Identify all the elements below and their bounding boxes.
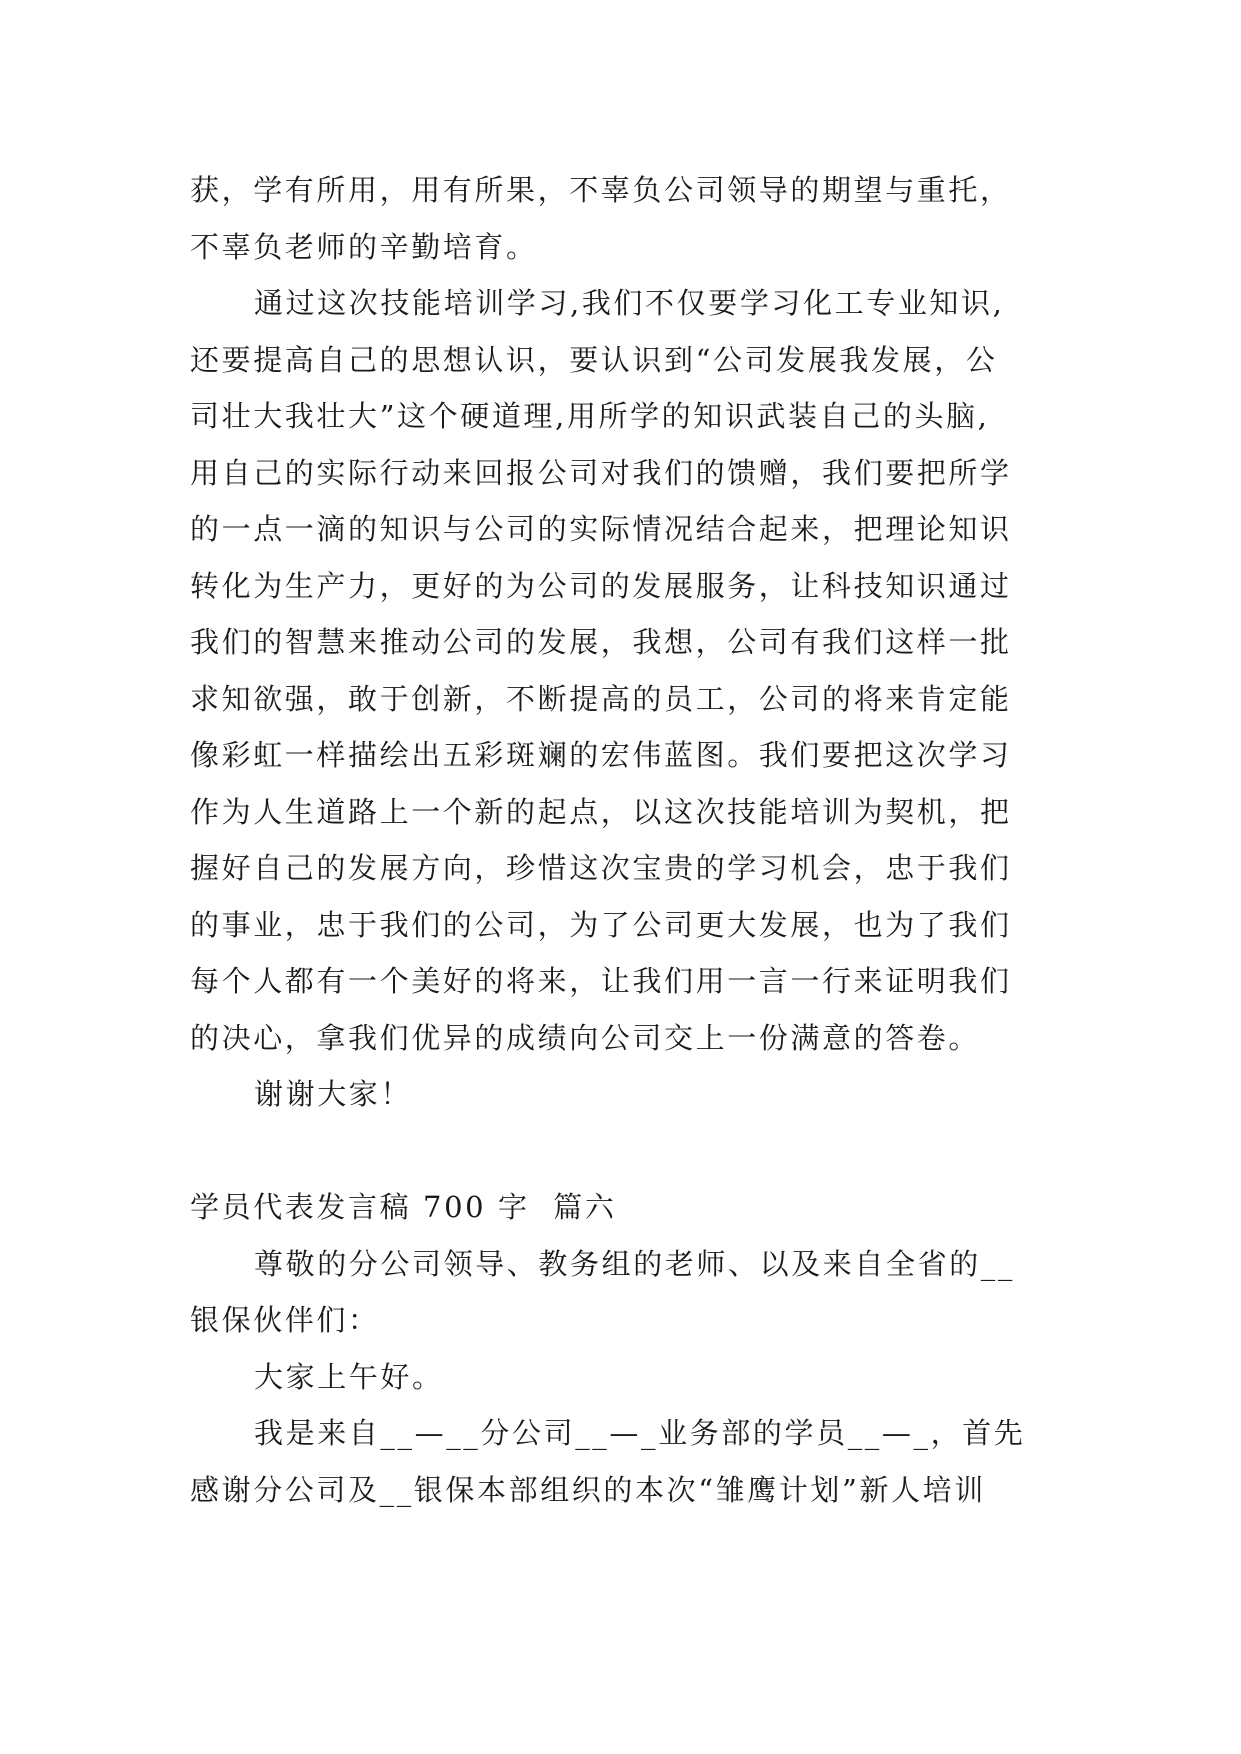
text-line: 的事业，忠于我们的公司，为了公司更大发展，也为了我们 <box>190 907 1012 942</box>
text-line: 转化为生产力，更好的为公司的发展服务，让科技知识通过 <box>190 568 1012 603</box>
text-line: 司壮大我壮大”这个硬道理,用所学的知识武装自己的头脑, <box>190 399 990 433</box>
salutation-line: 尊敬的分公司领导、教务组的老师、以及来自全省的__ <box>254 1246 1016 1281</box>
text-line: 的决心，拿我们优异的成绩向公司交上一份满意的答卷。 <box>190 1020 981 1055</box>
text-line: 获，学有所用，用有所果，不辜负公司领导的期望与重托， <box>190 173 1012 207</box>
text-line: 像彩虹一样描绘出五彩斑斓的宏伟蓝图。我们要把这次学习 <box>190 738 1012 772</box>
text-line: 用自己的实际行动来回报公司对我们的馈赠，我们要把所学 <box>190 455 1012 490</box>
text-line: 求知欲强，敢于创新，不断提高的员工，公司的将来肯定能 <box>190 681 1012 716</box>
document-body <box>190 162 1090 1518</box>
text-line: 的一点一滴的知识与公司的实际情况结合起来，把理论知识 <box>190 512 1012 546</box>
text-line: 作为人生道路上一个新的起点，以这次技能培训为契机，把 <box>190 794 1012 829</box>
text-line: 不辜负老师的辛勤培育。 <box>190 229 538 264</box>
text-line: 每个人都有一个美好的将来，让我们用一言一行来证明我们 <box>190 964 1012 998</box>
text-line: 感谢分公司及__银保本部组织的本次“雏鹰计划”新人培训 <box>190 1472 986 1507</box>
text-line: 还要提高自己的思想认识，要认识到“公司发展我发展，公 <box>190 342 998 377</box>
section-heading: 学员代表发言稿 700 字 篇六 <box>190 1190 617 1224</box>
blank-line <box>190 1123 1090 1180</box>
paragraph-start-line: 我是来自__—__分公司__—_业务部的学员__—_，首先 <box>254 1416 1026 1450</box>
paragraph-start-line: 通过这次技能培训学习,我们不仅要学习化工专业知识, <box>254 286 1005 320</box>
text-line: 握好自己的发展方向，珍惜这次宝贵的学习机会，忠于我们 <box>190 851 1012 885</box>
text-line: 银保伙伴们： <box>190 1303 380 1337</box>
greeting-line: 大家上午好。 <box>254 1359 444 1394</box>
closing-thanks: 谢谢大家！ <box>254 1077 413 1111</box>
text-line: 我们的智慧来推动公司的发展，我想，公司有我们这样一批 <box>190 625 1012 659</box>
